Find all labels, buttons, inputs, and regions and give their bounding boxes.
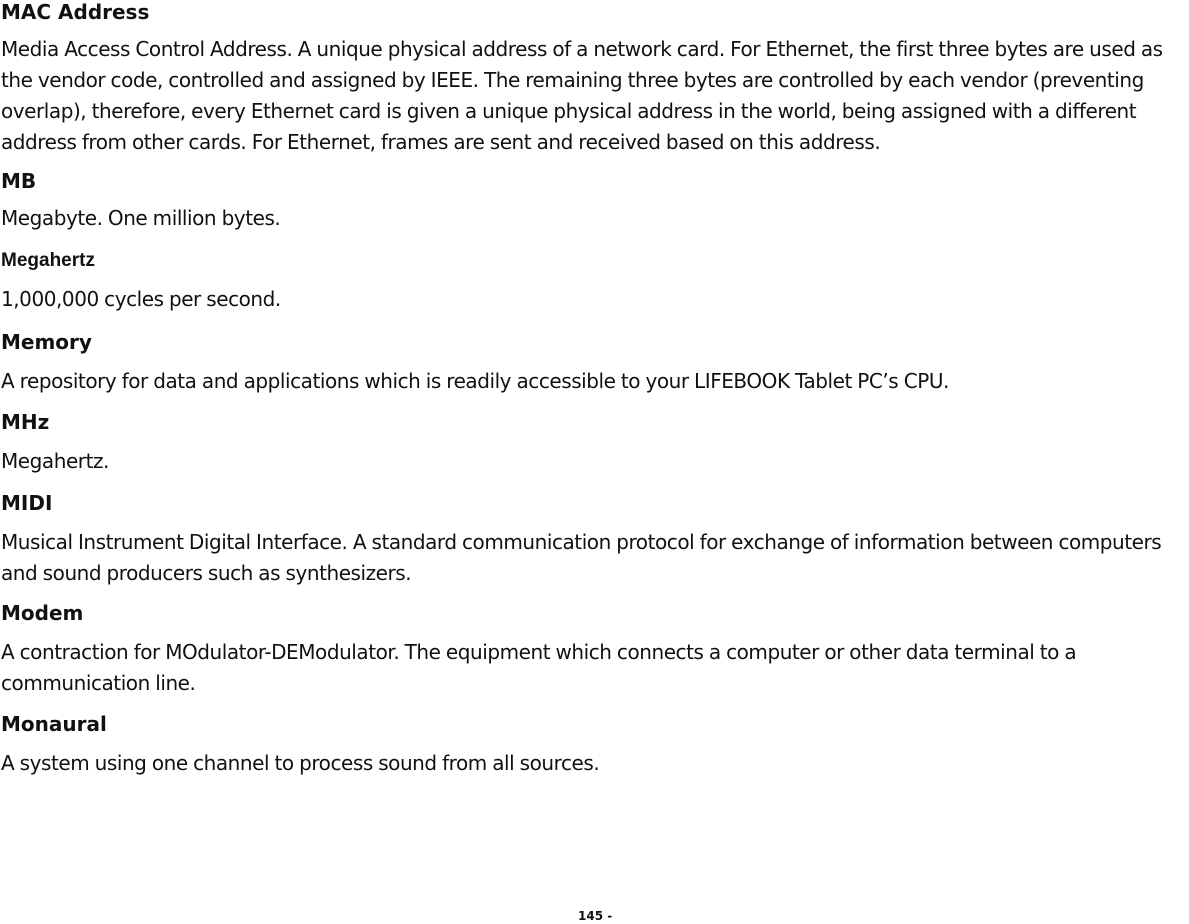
- definition-midi: Musical Instrument Digital Interface. A standard communication protocol for exchange of information between computers and sound producers such as synthesizers.: [1, 530, 1162, 585]
- definition-mhz: Megahertz.: [1, 449, 109, 473]
- definition-memory: A repository for data and applications which is readily accessible to your LIFEBOOK Tablet PC’s CPU.: [1, 369, 949, 393]
- term-megahertz: Megahertz: [1, 250, 95, 271]
- definition-mb: Megabyte. One million bytes.: [1, 206, 281, 230]
- page-number: 145 -: [578, 909, 613, 923]
- definition-modem: A contraction for MOdulator-DEModulator. The equipment which connects a computer or other data terminal to a communication line.: [1, 640, 1077, 695]
- term-modem: Modem: [1, 601, 84, 625]
- term-monaural: Monaural: [1, 712, 107, 736]
- term-midi: MIDI: [1, 491, 53, 515]
- definition-monaural: A system using one channel to process sound from all sources.: [1, 751, 600, 775]
- definition-megahertz: 1,000,000 cycles per second.: [1, 287, 281, 311]
- term-mb: MB: [1, 169, 37, 193]
- term-memory: Memory: [1, 330, 92, 354]
- definition-mac-address: Media Access Control Address. A unique physical address of a network card. For Ethernet, the first three bytes are used as the vendor code, controlled and assigned by IEEE. The remaining three bytes are controlled by each vendor (preventing overlap), therefore, every Ethernet card is given a unique physical address in the world, being assigned with a different address from other cards. For Ethernet, frames are sent and received based on this address.: [1, 37, 1163, 154]
- term-mhz: MHz: [1, 410, 50, 434]
- term-mac-address: MAC Address: [1, 0, 150, 24]
